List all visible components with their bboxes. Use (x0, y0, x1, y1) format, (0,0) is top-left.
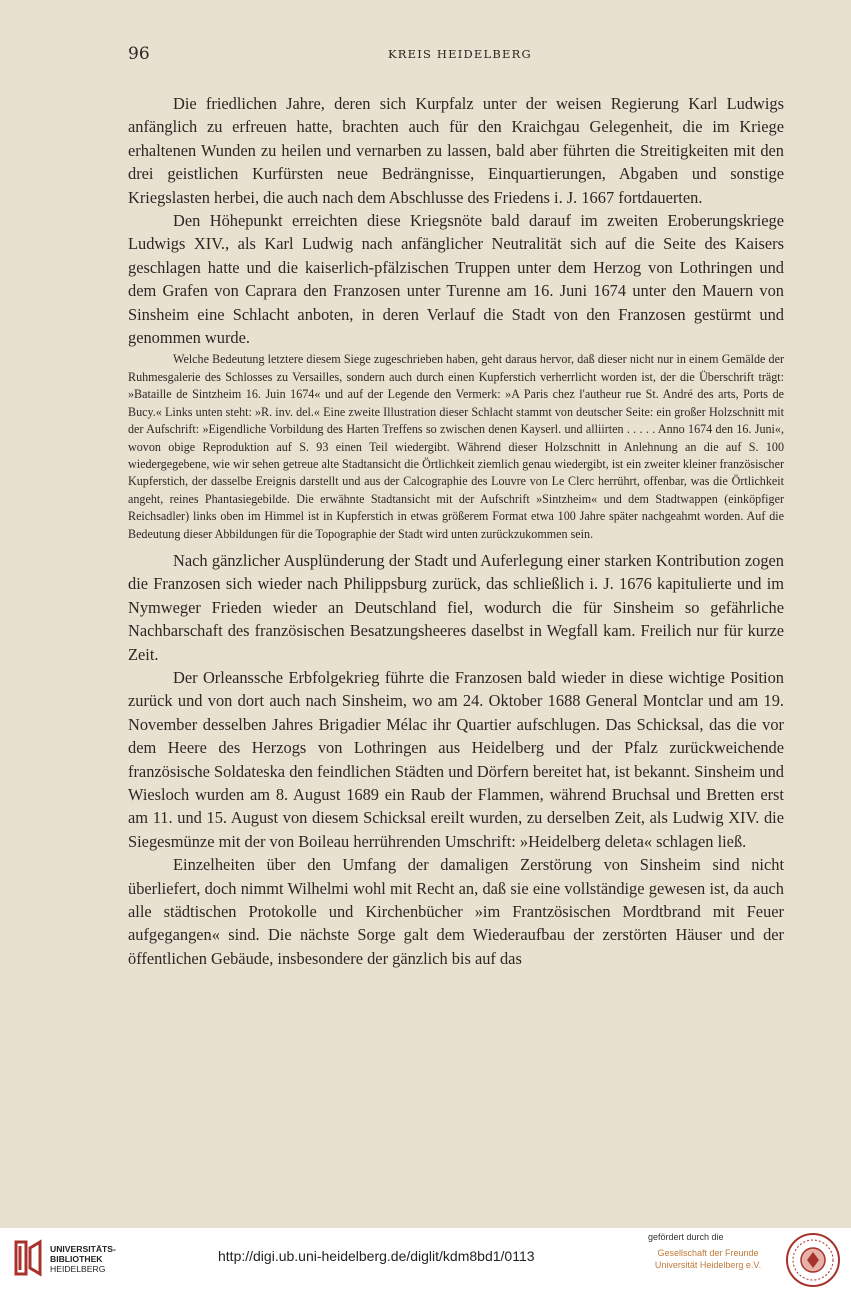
running-head: KREIS HEIDELBERG (388, 47, 532, 61)
society-line-1: Gesellschaft der Freunde (657, 1248, 759, 1258)
permalink-url[interactable]: http://digi.ub.uni-heidelberg.de/diglit/kdm8bd1/0113 (218, 1248, 535, 1264)
university-library-logo-icon (10, 1238, 46, 1278)
paragraph-1: Die friedlichen Jahre, deren sich Kurpfalz unter der weisen Regierung Karl Ludwigs anfänglich zu erfreuen hatte, brachten auch für den Kraichgau Gelegenheit, die im Kriege erhaltenen Wunden zu heilen und vernarben zu lassen, bald aber führten die Streitigkeiten mit den drei geistlichen Kurfürsten neue Bedrängnisse, Einquartierungen, Abgaben und sonstige Kriegslasten herbei, die auch nach dem Abschlusse des Friedens i. J. 1667 fortdauerten. (128, 94, 784, 207)
funded-by-label: gefördert durch die (648, 1232, 724, 1242)
library-line-1: UNIVERSITÄTS- (50, 1244, 116, 1254)
viewer-footer (0, 1228, 851, 1289)
paragraph-3: Nach gänzlicher Ausplünderung der Stadt und Auferlegung einer starken Kontribution zogen die Franzosen sich wieder nach Philippsburg zurück, das schließlich i. J. 1676 kapitulierte und im Nymweger Frieden wieder an Deutschland fiel, wodurch die für Sinsheim so gefährliche Nachbarschaft des französischen Besatzungsheeres daselbst in Wegfall kam. Freilich nur für kurze Zeit. (128, 550, 784, 664)
paragraph-5: Einzelheiten über den Umfang der damaligen Zerstörung von Sinsheim sind nicht überliefert, doch nimmt Wilhelmi wohl mit Recht an, daß sie eine vollständige gewesen ist, da auch alle städtischen Protokolle und Kirchenbücher »im Frantzösischen Mordtbrand mit Feuer aufgegangen« sind. Die nächste Sorge galt dem Wiederaufbau der zerstörten Häuser und der öffentlichen Gebäude, insbesondere der gänzlich bis auf das (128, 855, 784, 968)
society-name (648, 1247, 768, 1271)
footnote-paragraph: Welche Bedeutung letztere diesem Siege zugeschrieben haben, geht daraus hervor, daß dieser nicht nur in einem Gemälde der Ruhmesgalerie des Schlosses zu Versailles, sondern auch durch einen Kupferstich verherrlicht worden ist, der die Überschrift trägt: »Bataille de Sintzheim 16. Juin 1674« und auf der Legende den Vermerk: »A Paris chez l'autheur rue St. André des arts, Ports de Bucy.« Links unten steht: »R. inv. del.« Eine zweite Illustration dieser Schlacht stammt von deutscher Seite: ein großer Holzschnitt mit der Aufschrift: »Eigendliche Vorbildung des Harten Treffens so zwischen denen Kayserl. und alliirten . . . . . Anno 1674 den 16. Juni«, wovon obige Reproduktion auf S. 93 einen Teil wiedergibt. Während dieser Holzschnitt in Anlehnung an die auf S. 100 wiedergegebene, wie wir sehen getreue alte Stadtansicht die Örtlichkeit ziemlich genau wiedergibt, ist ein zweiter kleiner französischer Kupferstich, der dasselbe Ereignis darstellt und aus der Calcographie des Louvre von Le Clerc herrührt, offenbar, was die Örtlichkeit angeht, reines Phantasiegebilde. Die erwähnte Stadtansicht mit der Aufschrift »Sintzheim« und dem Stadtwappen (einköpfiger Reichsadler) links oben im Himmel ist in Kupferstich in etwas größerem Format etwa 100 Jahre später nachgeahmt worden. Auf die Bedeutung dieser Abbildungen für die Topographie der Stadt wird unten zurückzukommen sein. (128, 352, 784, 541)
page-body (128, 92, 784, 970)
paragraph-2: Den Höhepunkt erreichten diese Kriegsnöte bald darauf im zweiten Eroberungskriege Ludwigs XIV., als Karl Ludwig nach anfänglicher Neutralität sich auf die Seite des Kaisers geschlagen hatte und die kaiserlich-pfälzischen Truppen unter dem Herzog von Lothringen und dem Grafen von Caprara den Franzosen unter Turenne am 16. Juni 1674 unter den Mauern von Sinsheim eine Schlacht anboten, in deren Verlauf die Stadt von den Franzosen gestürmt und genommen wurde. (128, 211, 784, 348)
university-seal-icon (783, 1232, 843, 1288)
page-header (128, 44, 783, 66)
library-name (50, 1244, 116, 1274)
paragraph-4: Der Orleanssche Erbfolgekrieg führte die Franzosen bald wieder in diese wichtige Position zurück und von dort auch nach Sinsheim, wo am 24. Oktober 1688 General Montclar und am 19. November desselben Jahres Brigadier Mélac ihr Quartier aufschlugen. Das Schicksal, das die vor dem Heere des Herzogs von Lothringen aus Heidelberg und der Pfalz zurückweichende französische Soldateska den feindlichen Städten und Dörfern bereitet hat, ist bekannt. Sinsheim und Wiesloch wurden am 8. August 1689 ein Raub der Flammen, während Bruchsal und Bretten erst am 11. und 15. August von diesem Schicksal ereilt wurden, zu derselben Zeit, als Ludwig XIV. die Siegesmünze mit der von Boileau herrührenden Umschrift: »Heidelberg deleta« schlagen ließ. (128, 667, 784, 851)
page-number: 96 (128, 44, 150, 64)
library-line-3: HEIDELBERG (50, 1264, 106, 1274)
society-line-2: Universität Heidelberg e.V. (654, 1260, 762, 1270)
library-line-2: BIBLIOTHEK (50, 1254, 103, 1264)
